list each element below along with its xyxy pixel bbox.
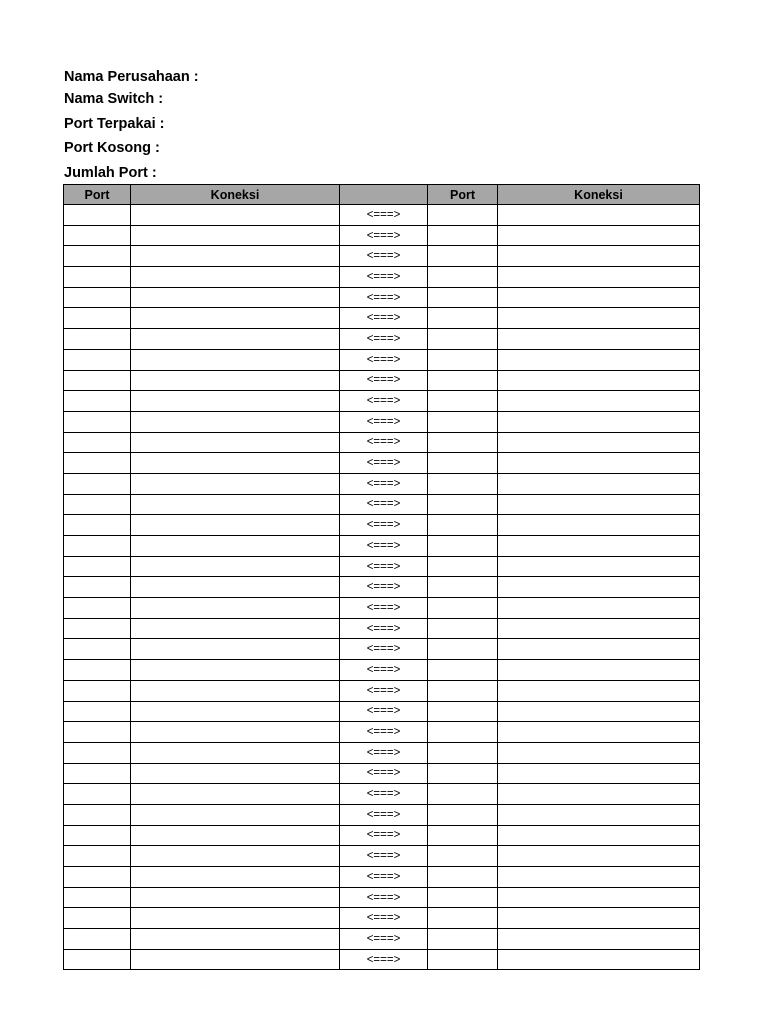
- table-row: [64, 660, 700, 681]
- cell-port-left[interactable]: [64, 742, 131, 763]
- cell-port-left[interactable]: [64, 577, 131, 598]
- cell-koneksi-left[interactable]: [131, 742, 340, 763]
- cell-arrow: <===>: [340, 246, 428, 267]
- cell-port-right[interactable]: [428, 598, 498, 619]
- cell-port-right[interactable]: [428, 867, 498, 888]
- cell-port-left[interactable]: [64, 225, 131, 246]
- table-row: [64, 722, 700, 743]
- cell-port-left[interactable]: [64, 722, 131, 743]
- cell-port-right[interactable]: [428, 577, 498, 598]
- cell-port-left[interactable]: [64, 453, 131, 474]
- cell-port-left[interactable]: [64, 411, 131, 432]
- table-row: [64, 598, 700, 619]
- cell-koneksi-left[interactable]: [131, 680, 340, 701]
- table-row: [64, 949, 700, 970]
- cell-port-right[interactable]: [428, 784, 498, 805]
- cell-koneksi-left[interactable]: [131, 908, 340, 929]
- cell-koneksi-right[interactable]: [498, 225, 700, 246]
- cell-koneksi-right[interactable]: [498, 804, 700, 825]
- cell-arrow: <===>: [340, 742, 428, 763]
- cell-port-left[interactable]: [64, 804, 131, 825]
- cell-koneksi-left[interactable]: [131, 825, 340, 846]
- cell-koneksi-left[interactable]: [131, 308, 340, 329]
- cell-port-left[interactable]: [64, 391, 131, 412]
- table-row: [64, 411, 700, 432]
- cell-port-left[interactable]: [64, 784, 131, 805]
- cell-koneksi-right[interactable]: [498, 680, 700, 701]
- cell-koneksi-left[interactable]: [131, 887, 340, 908]
- cell-port-right[interactable]: [428, 473, 498, 494]
- cell-arrow: <===>: [340, 515, 428, 536]
- table-row: [64, 618, 700, 639]
- cell-port-left[interactable]: [64, 246, 131, 267]
- cell-koneksi-right[interactable]: [498, 267, 700, 288]
- cell-koneksi-left[interactable]: [131, 804, 340, 825]
- table-row: [64, 391, 700, 412]
- cell-port-left[interactable]: [64, 308, 131, 329]
- cell-port-left[interactable]: [64, 618, 131, 639]
- table-row: [64, 639, 700, 660]
- field-port-terpakai: Port Terpakai :: [64, 116, 165, 132]
- cell-port-right[interactable]: [428, 804, 498, 825]
- cell-koneksi-right[interactable]: [498, 411, 700, 432]
- cell-port-right[interactable]: [428, 929, 498, 950]
- table-row: [64, 349, 700, 370]
- header-port-left: Port: [64, 185, 131, 205]
- cell-koneksi-left[interactable]: [131, 722, 340, 743]
- field-nama-switch: Nama Switch :: [64, 91, 164, 107]
- cell-arrow: <===>: [340, 308, 428, 329]
- table-row: [64, 205, 700, 226]
- cell-koneksi-left[interactable]: [131, 598, 340, 619]
- cell-port-left[interactable]: [64, 639, 131, 660]
- cell-port-right[interactable]: [428, 763, 498, 784]
- cell-port-right[interactable]: [428, 411, 498, 432]
- cell-koneksi-right[interactable]: [498, 929, 700, 950]
- cell-port-left[interactable]: [64, 825, 131, 846]
- cell-port-left[interactable]: [64, 846, 131, 867]
- cell-port-left[interactable]: [64, 515, 131, 536]
- cell-koneksi-right[interactable]: [498, 205, 700, 226]
- cell-arrow: <===>: [340, 287, 428, 308]
- cell-koneksi-right[interactable]: [498, 618, 700, 639]
- cell-koneksi-right[interactable]: [498, 577, 700, 598]
- cell-port-left[interactable]: [64, 370, 131, 391]
- cell-arrow: <===>: [340, 391, 428, 412]
- cell-port-right[interactable]: [428, 536, 498, 557]
- table-row: [64, 577, 700, 598]
- cell-koneksi-right[interactable]: [498, 432, 700, 453]
- cell-koneksi-left[interactable]: [131, 246, 340, 267]
- cell-koneksi-right[interactable]: [498, 701, 700, 722]
- cell-koneksi-right[interactable]: [498, 722, 700, 743]
- cell-arrow: <===>: [340, 225, 428, 246]
- cell-port-right[interactable]: [428, 308, 498, 329]
- table-body: [64, 205, 700, 970]
- table-row: [64, 370, 700, 391]
- cell-koneksi-right[interactable]: [498, 742, 700, 763]
- cell-arrow: <===>: [340, 453, 428, 474]
- cell-koneksi-right[interactable]: [498, 639, 700, 660]
- table-row: [64, 225, 700, 246]
- cell-koneksi-left[interactable]: [131, 618, 340, 639]
- cell-arrow: <===>: [340, 867, 428, 888]
- cell-arrow: <===>: [340, 598, 428, 619]
- table-row: [64, 908, 700, 929]
- cell-koneksi-left[interactable]: [131, 287, 340, 308]
- cell-port-right[interactable]: [428, 742, 498, 763]
- cell-port-right[interactable]: [428, 722, 498, 743]
- cell-port-right[interactable]: [428, 370, 498, 391]
- table-row: [64, 846, 700, 867]
- cell-arrow: <===>: [340, 639, 428, 660]
- cell-koneksi-right[interactable]: [498, 391, 700, 412]
- cell-port-left[interactable]: [64, 908, 131, 929]
- cell-koneksi-right[interactable]: [498, 598, 700, 619]
- cell-arrow: <===>: [340, 929, 428, 950]
- cell-koneksi-right[interactable]: [498, 763, 700, 784]
- cell-arrow: <===>: [340, 722, 428, 743]
- cell-koneksi-left[interactable]: [131, 701, 340, 722]
- cell-port-left[interactable]: [64, 763, 131, 784]
- cell-arrow: <===>: [340, 577, 428, 598]
- table-row: [64, 308, 700, 329]
- cell-koneksi-left[interactable]: [131, 411, 340, 432]
- cell-koneksi-left[interactable]: [131, 473, 340, 494]
- cell-arrow: <===>: [340, 618, 428, 639]
- cell-port-right[interactable]: [428, 267, 498, 288]
- cell-port-left[interactable]: [64, 432, 131, 453]
- table-row: [64, 536, 700, 557]
- table-row: [64, 287, 700, 308]
- cell-koneksi-right[interactable]: [498, 308, 700, 329]
- cell-koneksi-right[interactable]: [498, 887, 700, 908]
- cell-arrow: <===>: [340, 784, 428, 805]
- table-row: [64, 432, 700, 453]
- table-row: [64, 267, 700, 288]
- cell-port-left[interactable]: [64, 473, 131, 494]
- cell-koneksi-right[interactable]: [498, 825, 700, 846]
- cell-arrow: <===>: [340, 846, 428, 867]
- cell-port-right[interactable]: [428, 494, 498, 515]
- cell-port-right[interactable]: [428, 453, 498, 474]
- table-header: [64, 185, 700, 205]
- cell-koneksi-right[interactable]: [498, 660, 700, 681]
- table-row: [64, 556, 700, 577]
- table-row: [64, 515, 700, 536]
- cell-koneksi-left[interactable]: [131, 577, 340, 598]
- cell-port-right[interactable]: [428, 949, 498, 970]
- cell-port-right[interactable]: [428, 205, 498, 226]
- cell-koneksi-right[interactable]: [498, 370, 700, 391]
- table-row: [64, 453, 700, 474]
- header-row: [64, 185, 700, 205]
- cell-koneksi-left[interactable]: [131, 929, 340, 950]
- cell-port-left[interactable]: [64, 680, 131, 701]
- cell-port-left[interactable]: [64, 267, 131, 288]
- cell-port-right[interactable]: [428, 246, 498, 267]
- cell-port-left[interactable]: [64, 329, 131, 350]
- cell-arrow: <===>: [340, 908, 428, 929]
- table-row: [64, 329, 700, 350]
- cell-koneksi-right[interactable]: [498, 349, 700, 370]
- table-row: [64, 246, 700, 267]
- cell-arrow: <===>: [340, 680, 428, 701]
- cell-arrow: <===>: [340, 536, 428, 557]
- field-jumlah-port: Jumlah Port :: [64, 165, 157, 181]
- cell-arrow: <===>: [340, 825, 428, 846]
- cell-arrow: <===>: [340, 411, 428, 432]
- cell-port-right[interactable]: [428, 680, 498, 701]
- cell-koneksi-right[interactable]: [498, 949, 700, 970]
- cell-port-right[interactable]: [428, 825, 498, 846]
- cell-port-right[interactable]: [428, 908, 498, 929]
- cell-arrow: <===>: [340, 473, 428, 494]
- cell-arrow: <===>: [340, 949, 428, 970]
- table-row: [64, 929, 700, 950]
- table-row: [64, 742, 700, 763]
- table-row: [64, 473, 700, 494]
- cell-port-right[interactable]: [428, 846, 498, 867]
- cell-koneksi-left[interactable]: [131, 536, 340, 557]
- cell-port-left[interactable]: [64, 949, 131, 970]
- cell-port-left[interactable]: [64, 205, 131, 226]
- cell-koneksi-left[interactable]: [131, 494, 340, 515]
- table-row: [64, 804, 700, 825]
- cell-port-right[interactable]: [428, 556, 498, 577]
- port-connection-table: [63, 184, 700, 970]
- cell-koneksi-left[interactable]: [131, 432, 340, 453]
- cell-koneksi-left[interactable]: [131, 515, 340, 536]
- cell-koneksi-left[interactable]: [131, 846, 340, 867]
- cell-port-right[interactable]: [428, 432, 498, 453]
- cell-port-left[interactable]: [64, 494, 131, 515]
- cell-arrow: <===>: [340, 660, 428, 681]
- cell-koneksi-right[interactable]: [498, 246, 700, 267]
- cell-koneksi-left[interactable]: [131, 267, 340, 288]
- cell-arrow: <===>: [340, 370, 428, 391]
- field-port-kosong: Port Kosong :: [64, 140, 160, 156]
- cell-port-right[interactable]: [428, 639, 498, 660]
- cell-koneksi-left[interactable]: [131, 763, 340, 784]
- cell-arrow: <===>: [340, 804, 428, 825]
- cell-port-left[interactable]: [64, 660, 131, 681]
- table-row: [64, 494, 700, 515]
- cell-arrow: <===>: [340, 887, 428, 908]
- cell-arrow: <===>: [340, 701, 428, 722]
- cell-port-right[interactable]: [428, 349, 498, 370]
- cell-arrow: <===>: [340, 205, 428, 226]
- header-middle: [340, 185, 428, 205]
- cell-koneksi-right[interactable]: [498, 846, 700, 867]
- cell-koneksi-left[interactable]: [131, 329, 340, 350]
- cell-koneksi-left[interactable]: [131, 225, 340, 246]
- field-nama-perusahaan: Nama Perusahaan :: [64, 69, 199, 85]
- cell-koneksi-left[interactable]: [131, 370, 340, 391]
- cell-arrow: <===>: [340, 329, 428, 350]
- cell-koneksi-right[interactable]: [498, 536, 700, 557]
- cell-port-right[interactable]: [428, 660, 498, 681]
- cell-koneksi-right[interactable]: [498, 515, 700, 536]
- cell-port-right[interactable]: [428, 391, 498, 412]
- cell-port-left[interactable]: [64, 701, 131, 722]
- cell-koneksi-left[interactable]: [131, 205, 340, 226]
- cell-port-right[interactable]: [428, 515, 498, 536]
- cell-koneksi-left[interactable]: [131, 949, 340, 970]
- cell-port-left[interactable]: [64, 287, 131, 308]
- cell-arrow: <===>: [340, 556, 428, 577]
- cell-koneksi-left[interactable]: [131, 639, 340, 660]
- cell-koneksi-left[interactable]: [131, 349, 340, 370]
- table-row: [64, 825, 700, 846]
- cell-koneksi-left[interactable]: [131, 660, 340, 681]
- cell-port-left[interactable]: [64, 349, 131, 370]
- table-row: [64, 867, 700, 888]
- table-row: [64, 680, 700, 701]
- cell-koneksi-right[interactable]: [498, 556, 700, 577]
- cell-koneksi-right[interactable]: [498, 473, 700, 494]
- cell-port-left[interactable]: [64, 598, 131, 619]
- table-row: [64, 701, 700, 722]
- table-row: [64, 784, 700, 805]
- cell-arrow: <===>: [340, 494, 428, 515]
- cell-port-left[interactable]: [64, 867, 131, 888]
- table-row: [64, 887, 700, 908]
- header-koneksi-left: Koneksi: [131, 185, 340, 205]
- cell-koneksi-right[interactable]: [498, 867, 700, 888]
- cell-port-right[interactable]: [428, 329, 498, 350]
- cell-port-right[interactable]: [428, 701, 498, 722]
- cell-port-right[interactable]: [428, 287, 498, 308]
- cell-arrow: <===>: [340, 763, 428, 784]
- cell-arrow: <===>: [340, 432, 428, 453]
- cell-koneksi-left[interactable]: [131, 556, 340, 577]
- cell-port-right[interactable]: [428, 225, 498, 246]
- cell-koneksi-right[interactable]: [498, 329, 700, 350]
- cell-koneksi-left[interactable]: [131, 453, 340, 474]
- cell-arrow: <===>: [340, 349, 428, 370]
- header-port-right: Port: [428, 185, 498, 205]
- cell-koneksi-right[interactable]: [498, 453, 700, 474]
- cell-port-right[interactable]: [428, 618, 498, 639]
- cell-port-left[interactable]: [64, 536, 131, 557]
- cell-arrow: <===>: [340, 267, 428, 288]
- cell-port-left[interactable]: [64, 929, 131, 950]
- cell-port-right[interactable]: [428, 887, 498, 908]
- cell-koneksi-left[interactable]: [131, 391, 340, 412]
- cell-koneksi-right[interactable]: [498, 287, 700, 308]
- cell-koneksi-right[interactable]: [498, 784, 700, 805]
- cell-koneksi-left[interactable]: [131, 784, 340, 805]
- cell-koneksi-left[interactable]: [131, 867, 340, 888]
- cell-koneksi-right[interactable]: [498, 908, 700, 929]
- cell-port-left[interactable]: [64, 887, 131, 908]
- cell-port-left[interactable]: [64, 556, 131, 577]
- header-koneksi-right: Koneksi: [498, 185, 700, 205]
- cell-koneksi-right[interactable]: [498, 494, 700, 515]
- table-row: [64, 763, 700, 784]
